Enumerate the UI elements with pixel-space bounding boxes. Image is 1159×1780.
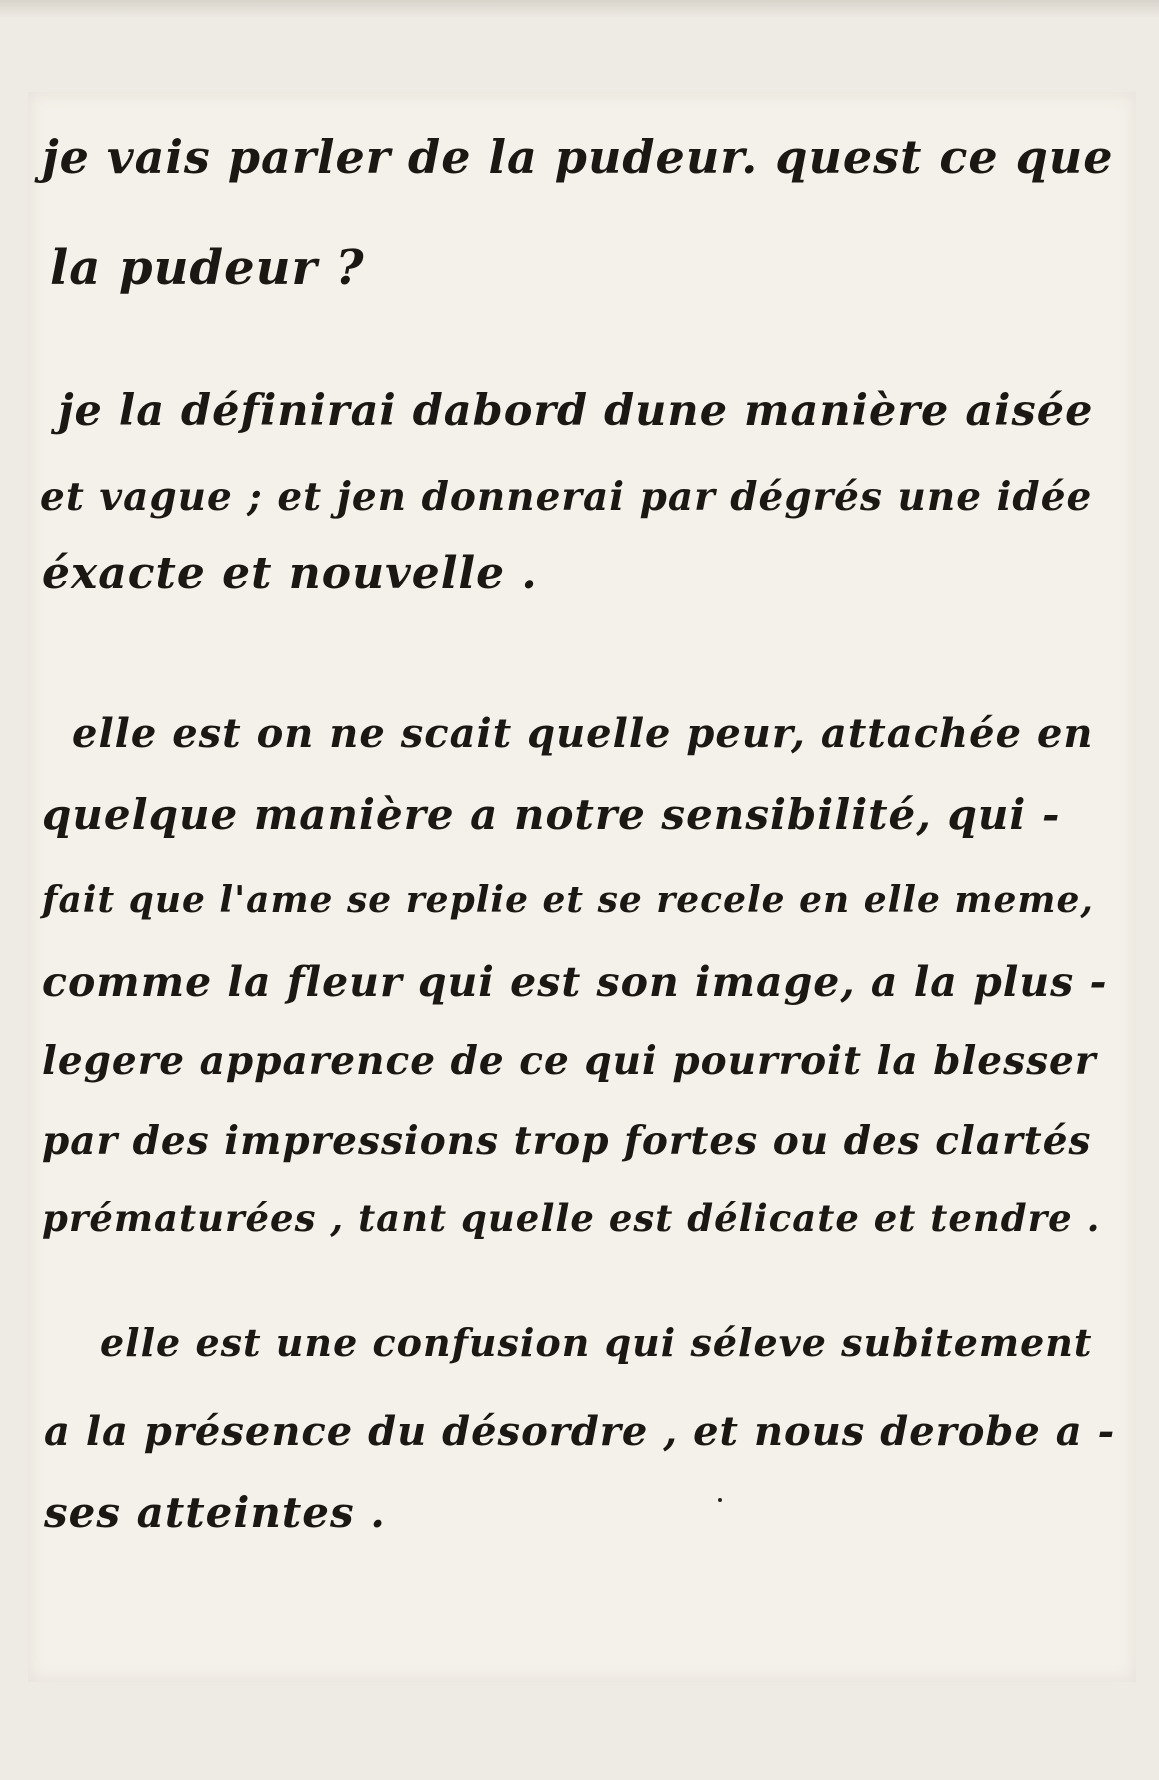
manuscript-line: je vais parler de la pudeur. quest ce que [42,130,1114,184]
manuscript-line: je la définirai dabord dune manière aisée [58,386,1094,436]
ink-speck [718,1498,722,1502]
manuscript-line: et vague ; et jen donnerai par dégrés une idée [40,474,1093,520]
manuscript-line: elle est une confusion qui séleve subitement [100,1320,1093,1365]
manuscript-line: ses atteintes . [44,1488,386,1537]
manuscript-line: comme la fleur qui est son image, a la plus - [42,958,1108,1006]
manuscript-line: prématurées , tant quelle est délicate et tendre . [42,1196,1101,1240]
manuscript-page [28,92,1136,1682]
manuscript-line: a la présence du désordre , et nous derobe a - [44,1408,1116,1455]
card-top-edge [0,0,1159,18]
manuscript-line: elle est on ne scait quelle peur, attachée en [72,710,1094,757]
manuscript-line: éxacte et nouvelle . [42,548,538,599]
manuscript-line: fait que l'ame se replie et se recele en elle meme, [42,879,1094,921]
manuscript-line: quelque manière a notre sensibilité, qui - [42,790,1061,839]
manuscript-line: par des impressions trop fortes ou des clartés [42,1118,1092,1164]
manuscript-line: la pudeur ? [50,240,365,296]
manuscript-line: legere apparence de ce qui pourroit la blesser [42,1038,1097,1084]
